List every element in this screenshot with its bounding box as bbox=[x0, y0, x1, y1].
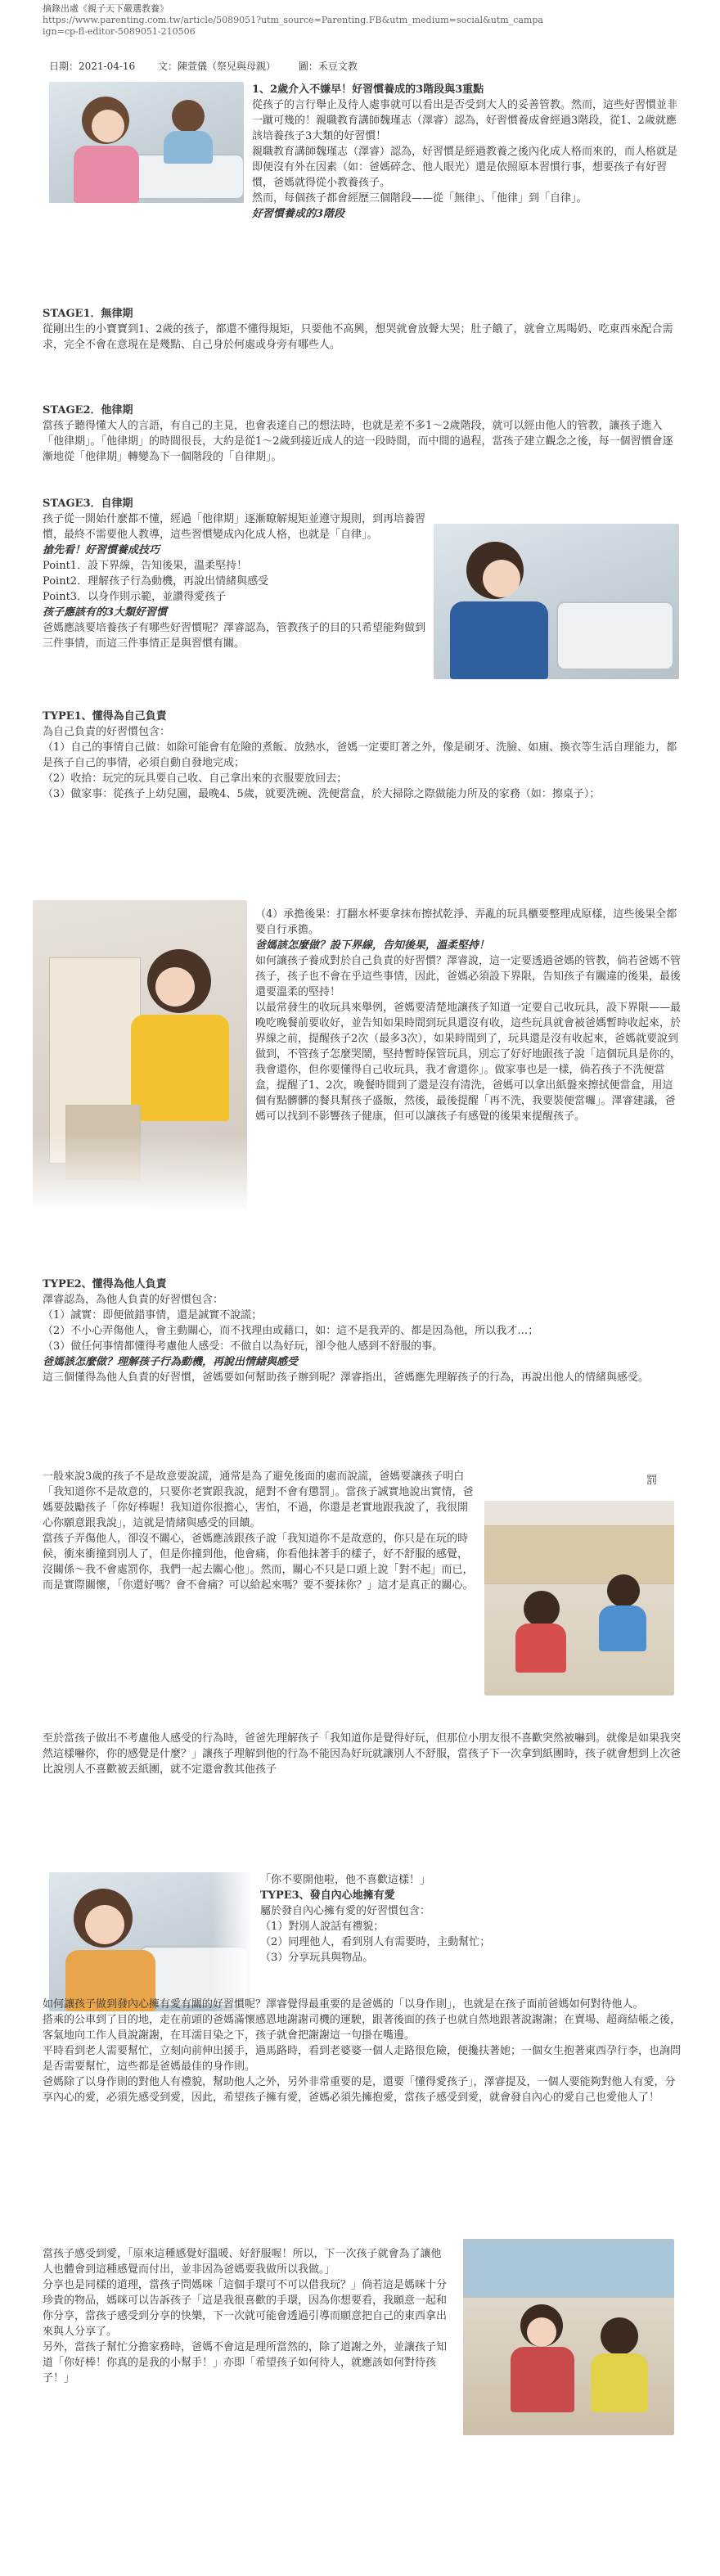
article-meta bbox=[49, 59, 377, 74]
type1-example-body: 以最常發生的收玩具來舉例，爸媽要清楚地讓孩子知道一定要自己收玩具，設下界限——最晚吃晚餐前要收好，並告知如果時間到玩具還沒有收，這些玩具就會被爸媽暫時收起來，於界線之前，提醒孩子2次（最多3次），如果時間到了，玩具還是沒有收起來，爸媽就要說到做到，不管孩子怎麼哭鬧，堅持暫時保管玩具，別忘了好好地跟孩子說「這個玩具是你的，我會還你，但你要懂得自己收玩具，我才會還你」。做家事也是一樣，倘若孩子不洗便當盒，提醒了1、2次，晚餐時間到了還是沒有清洗，爸媽可以拿出紙盤來擦拭便當盒，用這個有點髒髒的餐具幫孩子盛飯，然後，最後提醒「再不洗，我要裝便當囉」。澤睿建議，爸媽可以找到不影響孩子健康，但可以讓孩子有感覺的後果來提醒孩子。 bbox=[255, 1002, 682, 1123]
photo-boy-washing-hands bbox=[434, 524, 679, 679]
stage2-body: 當孩子聽得懂大人的言語，有自己的主見，也會表達自己的想法時，也就是差不多1～2歲階段，就可以經由他人的管教，讓孩子進入「他律期」。「他律期」的時間很長，大約是從1～2歲到接近成人的這一段時間，而中間的過程，當孩子建立觀念之後，每一個習慣會逐漸地從「他律期」轉變為下一個階段的「自律期」。 bbox=[43, 420, 673, 463]
type2-item-3: （3）做任何事情都懂得考慮他人感受：不做自以為好玩，卻令他人感到不舒服的事。 bbox=[43, 1340, 443, 1353]
source-header bbox=[43, 3, 697, 38]
type2-paragraph-1: 這三個懂得為他人負責的好習慣，爸媽要如何幫助孩子辦到呢？澤睿指出，爸媽應先理解孩子的行為，再說出他人的情緒與感受。 bbox=[43, 1371, 650, 1384]
stage3-body: 孩子從一開始什麼都不懂，經過「他律期」逐漸瞭解規矩並遵守規則，到再培養習慣，最終不需要他人教導，這些習慣變成內化成人格，也就是「自律」。 bbox=[43, 513, 426, 541]
article-title: 1、2歲介入不嫌早！好習慣養成的3階段與3重點 bbox=[252, 83, 484, 96]
type2-paragraph-4: 至於當孩子做出不考慮他人感受的行為時，爸爸先理解孩子「我知道你是覺得好玩，但那位小朋友很不喜歡突然被嚇到。就像是如果我突然這樣嚇你，你的感覺是什麼？」讓孩子理解到他的行為不能因為好玩就讓別人不舒服，當孩子下一次拿到紙團時，孩子就會想到上次爸比說別人不喜歡被丟紙團，就不定還會教其他孩子 bbox=[43, 1732, 682, 1776]
type1-item-2: （2）收拾：玩完的玩具要自己收、自己拿出來的衣服要放回去； bbox=[43, 772, 348, 785]
type3-paragraph-7: 另外，當孩子幫忙分擔家務時，爸媽不會這是理所當然的，除了道謝之外，並讓孩子知道「你好棒！你真的是我的小幫手！」亦即「希望孩子如何待人，就應該如何對待孩子！」 bbox=[43, 2341, 448, 2385]
stage1-heading: STAGE1．無律期 bbox=[43, 308, 133, 320]
type3-item-1: （1）對別人說話有禮貌； bbox=[260, 1921, 385, 1933]
type2-item-2: （2）不小心弄傷他人，會主動關心，而不找理由或藉口，如：這不是我弄的、都是因為他，所以我才…； bbox=[43, 1325, 539, 1337]
type3-item-3: （3）分享玩具與物品。 bbox=[260, 1952, 374, 1964]
type3-paragraph-4: 爸媽除了以身作則的對他人有禮貌，幫助他人之外，另外非常重要的是，還要「懂得愛孩子」，澤睿提及，一個人要能夠對他人有愛，分享內心的愛，必須先感受到愛，因此，希望孩子擁有愛，爸媽必須先擁抱愛，當孩子感受到愛，就會發自內心的愛自己也愛他人了！ bbox=[43, 2076, 676, 2104]
type2-stray-char: 罰 bbox=[646, 1475, 658, 1487]
type3-body-section bbox=[43, 1997, 681, 2105]
stage3-section bbox=[43, 496, 427, 651]
source-url-cont[interactable]: ign=cp-fl-editor-5089051-210506 bbox=[43, 26, 196, 37]
habits-subheading: 孩子應該有的3大類好習慣 bbox=[43, 606, 168, 619]
type2-closing-section bbox=[43, 1731, 681, 1777]
intro-section bbox=[252, 82, 677, 222]
tips-subheading: 搶先看！好習慣養成技巧 bbox=[43, 544, 160, 556]
stage1-section bbox=[43, 306, 681, 353]
tip-point-1: Point1．設下界線，告知後果，溫柔堅持！ bbox=[43, 560, 248, 572]
photo-kids-classroom bbox=[463, 2239, 674, 2435]
type3-item-2: （2）同理他人，看到別人有需要時，主動幫忙； bbox=[260, 1936, 491, 1948]
type1-method-body: 如何讓孩子養成對於自己負責的好習慣？澤睿說，這一定要透過爸媽的管教，倘若爸媽不管孩子，孩子也不會在乎這些事情，因此，爸媽必須設下界限，告知孩子有關違的後果，最後還要溫柔的堅持！ bbox=[255, 955, 682, 998]
tip-point-3: Point3．以身作則示範，並讚得愛孩子 bbox=[43, 591, 227, 603]
source-url[interactable]: https://www.parenting.com.tw/article/5089051?utm_source=Parenting.FB&utm_medium=social&utm_campa bbox=[43, 15, 543, 25]
type2-body-section bbox=[43, 1469, 476, 1593]
type3-section bbox=[260, 1872, 677, 1966]
type2-closing-quote: 「你不要開他啦，他不喜歡這樣！」 bbox=[260, 1874, 431, 1886]
type1-item4-section bbox=[255, 907, 681, 1124]
type3-paragraph-1: 如何讓孩子做到發內心擁有愛有關的好習慣呢？澤睿覺得最重要的是爸媽的「以身作則」，也就是在孩子面前爸媽如何對待他人。 bbox=[43, 1998, 644, 2011]
type1-item-3: （3）做家事：從孩子上幼兒園，最晚4、5歲，就要洗碗、洗便當盒，於大掃除之際做能力所及的家務（如：擦桌子）； bbox=[43, 788, 601, 800]
image-credit: 圖：禾豆文教 bbox=[298, 61, 358, 72]
type1-method-heading: 爸媽該怎麼做？設下界線，告知後果，溫柔堅持！ bbox=[255, 939, 490, 952]
intro-caption: 好習慣養成的3階段 bbox=[252, 208, 345, 220]
intro-paragraph-2: 親職教育講師魏瑾志（澤睿）認為，好習慣是經過教養之後內化成人格而來的，而人格就是即便沒有外在因素（如：爸媽碎念、他人眼光）還是依照原本習慣行事，想要孩子有好習慣，爸媽就得從小教養孩子。 bbox=[252, 146, 678, 189]
photo-girl-at-sink bbox=[49, 82, 244, 203]
photo-classroom-play bbox=[484, 1501, 674, 1696]
type2-lead: 澤睿認為，為他人負責的好習慣包含： bbox=[43, 1294, 224, 1306]
photo-kid-at-sink bbox=[49, 1872, 252, 2011]
type3-paragraph-6: 分享也是同樣的道理，當孩子問媽咪「這個手環可不可以借我玩？」倘若這是媽咪十分珍貴的物品，媽咪可以告訴孩子「這是我很喜歡的手環，因為你想要看，我願意一起和你分享，當孩子感受到分享的快樂，下一次就可能會透過引導而願意把自己的東西拿出來與人分享了。 bbox=[43, 2279, 448, 2338]
type2-paragraph-3: 當孩子弄傷他人，卻沒不關心，爸媽應該跟孩子說「我知道你不是故意的，你只是在玩的時候，衝來衝撞到別人了，但是你撞到他，他會痛，你看他抹著手的樣子，好不舒服的感覺，沒關係～我不會處罰你，我們一起去關心他」。然而，關心不只是口頭上說「對不起」而已，而是實際關懷，「你還好嗎？會不會痛？可以給起來嗎？要不要抹你？」這才是真正的關心。 bbox=[43, 1533, 474, 1592]
stage2-heading: STAGE2．他律期 bbox=[43, 404, 133, 417]
type1-lead: 為自己負責的好習慣包含： bbox=[43, 726, 171, 738]
type2-method-heading: 爸媽該怎麼做？理解孩子行為動機，再說出情緒與感受 bbox=[43, 1356, 299, 1368]
stage1-body: 從剛出生的小寶寶到1、2歲的孩子，都還不懂得規矩，只要他不高興，想哭就會放聲大哭；肚子餓了，就會立馬喝奶、吃東西來配合需求，完全不會在意現在是幾點、自己身於何處或身旁有哪些人。 bbox=[43, 323, 673, 351]
author-credit: 文：陳萱儀（祭兒與母親） bbox=[158, 61, 277, 72]
type3-heading: TYPE3、發自內心地擁有愛 bbox=[260, 1889, 395, 1902]
stage3-heading: STAGE3．自律期 bbox=[43, 498, 133, 510]
type3-paragraph-5: 當孩子感受到愛，「原來這種感覺好溫暖、好舒服喔！所以，下一次孩子就會為了讓他人也體會到這種感覺而付出，並非因為爸媽要我做所以我做。」 bbox=[43, 2248, 442, 2276]
tip-point-2: Point2．理解孩子行為動機，再說出情緒與感受 bbox=[43, 575, 269, 588]
stage2-section bbox=[43, 403, 681, 465]
type2-item-1: （1）誠實：即便做錯事情，還是誠實不說謊； bbox=[43, 1309, 263, 1322]
intro-paragraph-1: 從孩子的言行舉止及待人處事就可以看出是否受到大人的妥善管教。然而，這些好習慣並非一蹴可幾的！親職教育講師魏瑾志（澤睿）認為，好習慣養成會經過3階段，從1、2歲就應該培養孩子3大類的好習慣！ bbox=[252, 99, 678, 142]
type1-item-4: （4）承擔後果：打翻水杯要拿抹布擦拭乾淨、弄亂的玩具櫃要整理成原樣，這些後果全都要自行承擔。 bbox=[255, 908, 677, 936]
type3-closing-section bbox=[43, 2246, 452, 2386]
publish-date: 日期：2021-04-16 bbox=[49, 61, 136, 72]
habits-intro: 爸媽應該要培養孩子有哪些好習慣呢？澤睿認為，管教孩子的目的只希望能夠做到三件事情，而這三件事情正是與習慣有關。 bbox=[43, 622, 426, 650]
type3-paragraph-2: 搭乘的公車到了目的地，走在前頭的爸媽滿懷感恩地謝謝司機的運駛，跟著後面的孩子也就自然地跟著說謝謝；在賣場、超商結帳之後，客氣地向工作人員說謝謝，在耳濡目染之下，孩子就會把謝謝這一句掛在嘴邊。 bbox=[43, 2014, 682, 2042]
type2-section bbox=[43, 1277, 681, 1385]
type2-paragraph-2: 一般來說3歲的孩子不是故意要說謊，通常是為了避免後面的處而說謊，爸媽要讓孩子明白「我知道你不是故意的，只要你老實跟我說，絕對不會有懲罰」。當孩子誠實地說出實情，爸媽要鼓勵孩子「你好棒喔！我知道你很擔心，害怕，不過，你還是老實地跟我說了，我很開心你願意跟我說」，這就是情緒與感受的回饋。 bbox=[43, 1470, 474, 1529]
type1-item-1: （1）自己的事情自己做：如除可能會有危險的煮飯、放熱水，爸媽一定要盯著之外，像是刷牙、洗臉、如廁、換衣等生活自理能力，都是孩子自己的事情，必須自動自發地完成； bbox=[43, 741, 677, 769]
type1-heading: TYPE1、懂得為自己負責 bbox=[43, 710, 167, 723]
type2-heading: TYPE2、懂得為他人負責 bbox=[43, 1278, 167, 1290]
photo-boy-tidying-toys bbox=[33, 900, 247, 1211]
intro-paragraph-3: 然而，每個孩子都會經歷三個階段——從「無律」、「他律」到「自律」。 bbox=[252, 192, 587, 205]
type3-lead: 屬於發自內心擁有愛的好習慣包含： bbox=[260, 1905, 431, 1917]
type1-section bbox=[43, 709, 681, 802]
type3-paragraph-3: 平時看到老人需要幫忙，立刻向前伸出援手，過馬路時，看到老婆婆一個人走路很危險，便攙扶著她；一個女生抱著東西孕行李，也詢問是否需要幫忙，這些都是爸媽最佳的身作則。 bbox=[43, 2045, 682, 2073]
source-line: 摘錄出處《親子天下嚴選教養》 bbox=[43, 3, 169, 14]
